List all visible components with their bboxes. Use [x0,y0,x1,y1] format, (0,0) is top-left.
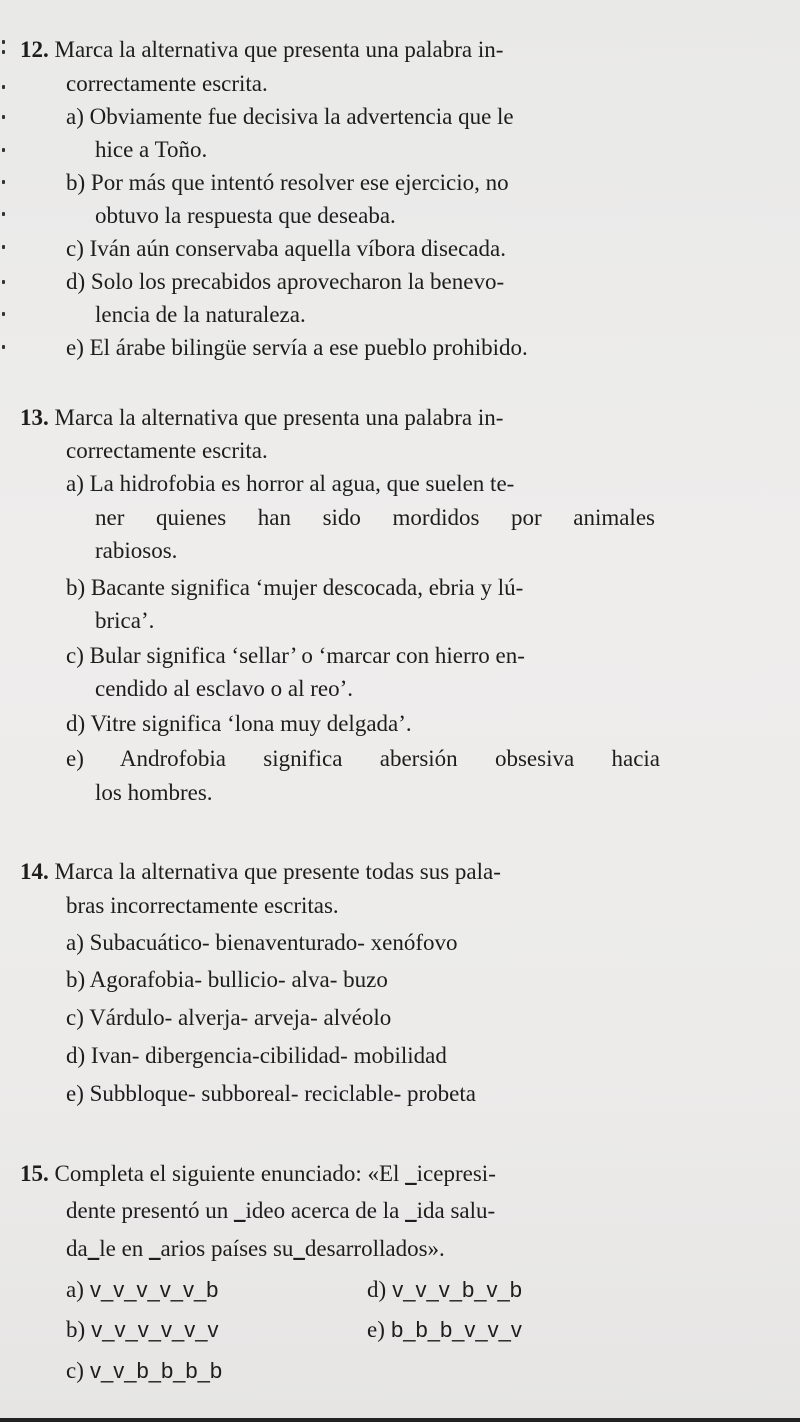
question-14-number: 14. [20,859,49,884]
question-13-option-c-line-1: c) Bular significa ‘sellar’ o ‘marcar con hierro en- [66,643,525,668]
question-12-option-d-line-2: lencia de la naturaleza. [95,302,306,327]
option-sequence: v_v_v_v_v_v [91,1317,219,1342]
option-letter: c) [66,1358,84,1383]
question-14-option-b: b) Agorafobia- bullicio- alva- buzo [66,967,388,992]
question-15-stem-text: ida salu- [416,1198,496,1223]
question-15-stem-text: da [66,1236,88,1261]
fill-blank: _ [149,1236,161,1261]
question-14-option-d: d) Ivan- dibergencia-cibilidad- mobilidad [66,1043,447,1068]
question-15-stem-line-3 [66,1235,445,1263]
question-14-stem-text: Marca la alternativa que presente todas sus pala- [54,859,501,884]
question-15-stem-text: dente presentó un [66,1198,234,1223]
question-15-stem-text: arios países su [160,1236,294,1261]
question-15-stem-text: le en [99,1236,150,1261]
question-12-option-c: c) Iván aún conservaba aquella víbora disecada. [66,236,506,261]
question-14-option-a: a) Subacuático- bienaventurado- xenófovo [66,930,458,955]
question-12-number: 12. [20,37,49,62]
option-letter: b) [66,1317,86,1342]
question-15-stem-line-2 [66,1197,495,1225]
question-13-stem-text: Marca la alternativa que presenta una palabra in- [54,405,504,430]
fill-blank: _ [405,1161,417,1186]
question-15-stem-text: Completa el siguiente enunciado: «El [54,1161,406,1186]
option-letter: e) [367,1317,385,1342]
option-sequence: v_v_v_b_v_b [392,1277,522,1302]
question-13-option-b-line-2: brica’. [95,608,155,633]
fill-blank: _ [405,1198,417,1223]
question-12-option-a-line-1: a) Obviamente fue decisiva la advertencia que le [66,104,514,129]
page-edge [0,1418,800,1422]
question-13-option-a-line-2: ner quienes han sido mordidos por animales [95,505,655,530]
question-15-option-d [367,1276,522,1304]
question-12-option-a-line-2: hice a Toño. [95,137,208,162]
question-13-number: 13. [20,405,49,430]
question-15-option-a [66,1276,218,1304]
option-sequence: v_v_v_v_v_b [90,1277,219,1302]
question-15-option-c [66,1357,222,1385]
question-15-option-b [66,1316,218,1344]
question-12-option-e: e) El árabe bilingüe servía a ese pueblo prohibido. [66,335,528,360]
question-12-stem-text: Marca la alternativa que presenta una palabra in- [54,37,504,62]
option-letter: d) [367,1277,387,1302]
option-sequence: b_b_b_v_v_v [391,1317,522,1342]
fill-blank: _ [233,1198,246,1223]
question-12-stem-line-2: correctamente escrita. [66,71,268,96]
question-12-stem-line-1 [20,36,780,64]
question-15-option-e [367,1316,522,1344]
fill-blank: _ [87,1236,100,1261]
question-15-number: 15. [20,1161,49,1186]
question-13-stem-line-2: correctamente escrita. [66,438,268,463]
question-14-option-e: e) Subbloque- subboreal- reciclable- probeta [66,1081,476,1106]
question-15-stem-text: icepresi- [416,1161,496,1186]
question-12-option-b-line-1: b) Por más que intentó resolver ese ejercicio, no [66,170,509,195]
option-sequence: v_v_b_b_b_b [90,1358,223,1383]
question-13-option-e-line-1: e) Androfobia significa abersión obsesiva hacia [66,746,660,771]
question-13-option-d: d) Vitre significa ‘lona muy delgada’. [66,711,412,736]
question-13-option-b-line-1: b) Bacante significa ‘mujer descocada, ebria y lú- [66,575,524,600]
question-13-option-a-line-3: rabiosos. [95,538,178,563]
question-15-stem-text: ideo acerca de la [245,1198,406,1223]
fill-blank: _ [293,1236,305,1261]
question-13-stem-line-1 [20,404,503,432]
question-13-option-e-line-2: los hombres. [95,780,213,805]
question-14-stem-line-1 [20,858,501,886]
question-14-option-c: c) Várdulo- alverja- arveja- alvéolo [66,1005,392,1030]
question-15-stem-text: desarrollados». [304,1236,445,1261]
question-12-option-d-line-1: d) Solo los precabidos aprovecharon la benevo- [66,269,505,294]
question-15-stem-line-1 [20,1160,496,1188]
question-12-option-b-line-2: obtuvo la respuesta que deseaba. [95,203,396,228]
question-13-option-a-line-1: a) La hidrofobia es horror al agua, que suelen te- [66,471,515,496]
option-letter: a) [66,1277,84,1302]
question-14-stem-line-2: bras incorrectamente escritas. [66,893,339,918]
question-13-option-c-line-2: cendido al esclavo o al reo’. [95,676,353,701]
